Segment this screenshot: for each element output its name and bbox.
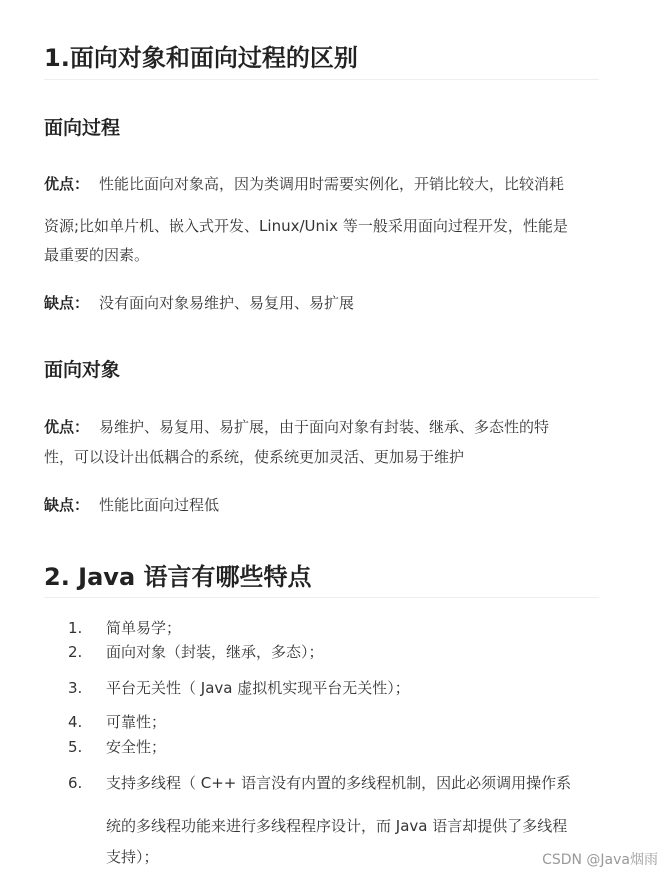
list-item-number: 5.	[68, 738, 83, 756]
list-item-text: 面向对象（封装，继承，多态）；	[106, 643, 324, 661]
procedural-cons-label: 缺点：	[44, 294, 90, 312]
list-item	[68, 736, 166, 757]
oop-heading: 面向对象	[44, 359, 121, 381]
procedural-pros-line1	[44, 173, 564, 194]
procedural-pros-line3: 最重要的因素。	[44, 246, 150, 264]
list-item-number: 1.	[68, 619, 83, 637]
list-item	[68, 617, 181, 638]
procedural-cons-text: 没有面向对象易维护、易复用、易扩展	[99, 294, 355, 312]
procedural-pros-line2: 资源;比如单片机、嵌入式开发、Linux/Unix 等一般采用面向过程开发，性能是	[44, 217, 568, 235]
list-item-text: 可靠性；	[106, 713, 167, 731]
procedural-pros-label: 优点：	[44, 175, 90, 193]
list-item-text: 支持多线程（ C++ 语言没有内置的多线程机制，因此必须调用操作系	[106, 774, 572, 792]
oop-pros-line1	[44, 416, 549, 437]
oop-pros-label: 优点：	[44, 418, 90, 436]
oop-cons-text: 性能比面向过程低	[99, 496, 220, 514]
section2-title: 2. Java 语言有哪些特点	[44, 563, 312, 591]
oop-cons	[44, 494, 219, 515]
procedural-pros-text1: 性能比面向对象高，因为类调用时需要实例化，开销比较大，比较消耗	[99, 175, 565, 193]
section1-divider	[44, 79, 599, 80]
list-item-text: 安全性；	[106, 738, 167, 756]
list-item-number: 3.	[68, 679, 83, 697]
watermark: CSDN @Java烟雨	[542, 852, 658, 868]
oop-pros-line2: 性，可以设计出低耦合的系统，使系统更加灵活、更加易于维护	[44, 448, 465, 466]
list-item-continuation: 支持）；	[106, 848, 159, 866]
list-item-text: 平台无关性（ Java 虚拟机实现平台无关性）；	[106, 679, 410, 697]
list-item-text: 简单易学；	[106, 619, 182, 637]
list-item	[68, 677, 410, 698]
section1-title: 1.面向对象和面向过程的区别	[44, 44, 358, 72]
list-item-number: 6.	[68, 774, 83, 792]
list-item-number: 2.	[68, 643, 83, 661]
list-item	[68, 711, 166, 732]
list-item	[68, 641, 324, 662]
oop-cons-label: 缺点：	[44, 496, 90, 514]
oop-pros-text1: 易维护、易复用、易扩展，由于面向对象有封装、继承、多态性的特	[99, 418, 550, 436]
procedural-cons	[44, 292, 354, 313]
list-item-continuation: 统的多线程功能来进行多线程程序设计，而 Java 语言却提供了多线程	[106, 817, 568, 835]
list-item	[68, 772, 571, 793]
section2-divider	[44, 597, 599, 598]
list-item-number: 4.	[68, 713, 83, 731]
procedural-heading: 面向过程	[44, 117, 121, 139]
